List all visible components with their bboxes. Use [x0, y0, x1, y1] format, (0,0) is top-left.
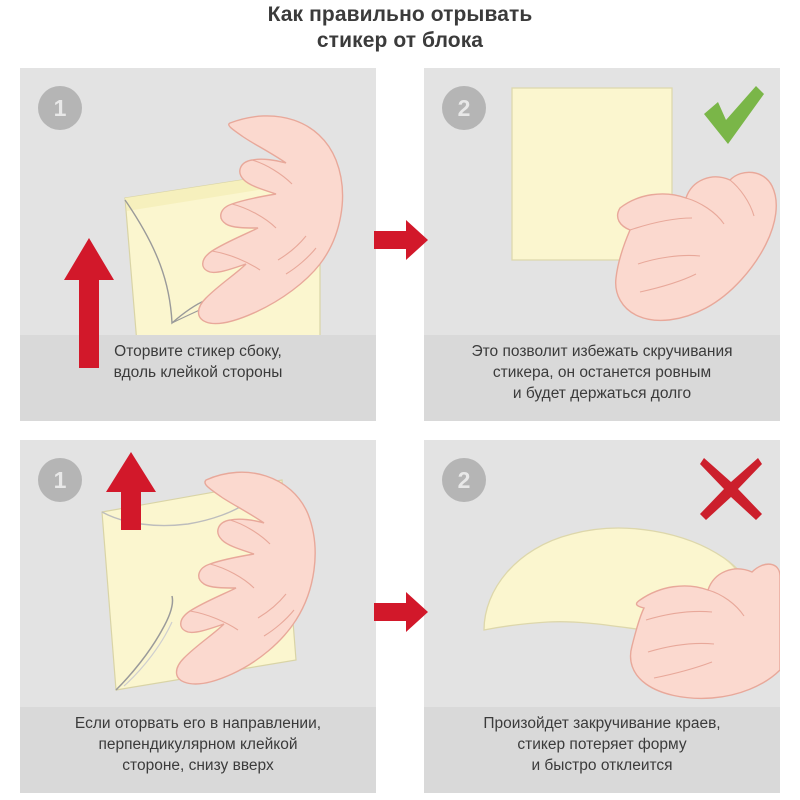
step-badge-label: 1: [53, 466, 67, 493]
step-badge-label: 2: [457, 94, 471, 121]
check-mark-icon: [700, 86, 766, 144]
step-badge: [38, 86, 82, 130]
caption-line-2: стикера, он останется ровным: [492, 364, 712, 381]
step-badge: [442, 86, 486, 130]
caption-line-3: и будет держаться долго: [512, 385, 692, 402]
title-line-1: Как правильно отрывать: [267, 3, 533, 26]
step-badge: [38, 458, 82, 502]
page-title: [0, 2, 800, 54]
panel-step-1-correct: [20, 68, 376, 421]
step-badge-label: 1: [53, 94, 67, 121]
panel-caption: [424, 335, 780, 421]
caption-line-2: перпендикулярном клейкой: [98, 736, 298, 753]
cross-mark-icon: [700, 458, 762, 520]
caption-line-1: Это позволит избежать скручивания: [471, 343, 733, 360]
caption-line-1: Произойдет закручивание краев,: [483, 715, 721, 732]
direction-arrow-up-icon: [106, 452, 156, 530]
step-badge: [442, 458, 486, 502]
caption-line-3: и быстро отклеится: [531, 757, 673, 774]
panel-caption: [424, 707, 780, 793]
flow-arrow-right-icon: [374, 592, 428, 632]
caption-line-1: Если оторвать его в направлении,: [74, 715, 322, 732]
panel-step-2-incorrect: [424, 440, 780, 793]
panel-caption: [20, 707, 376, 793]
flow-arrow-right-icon: [374, 220, 428, 260]
title-line-2: стикер от блока: [316, 29, 484, 52]
panel-step-1-incorrect: [20, 440, 376, 793]
caption-line-2: стикер потеряет форму: [517, 736, 687, 753]
direction-arrow-up-icon: [64, 238, 114, 368]
panel-step-2-correct: [424, 68, 780, 421]
step-badge-label: 2: [457, 466, 471, 493]
caption-line-2: вдоль клейкой стороны: [113, 364, 283, 381]
caption-line-1: Оторвите стикер сбоку,: [114, 343, 282, 360]
caption-line-3: стороне, снизу вверх: [122, 757, 274, 774]
